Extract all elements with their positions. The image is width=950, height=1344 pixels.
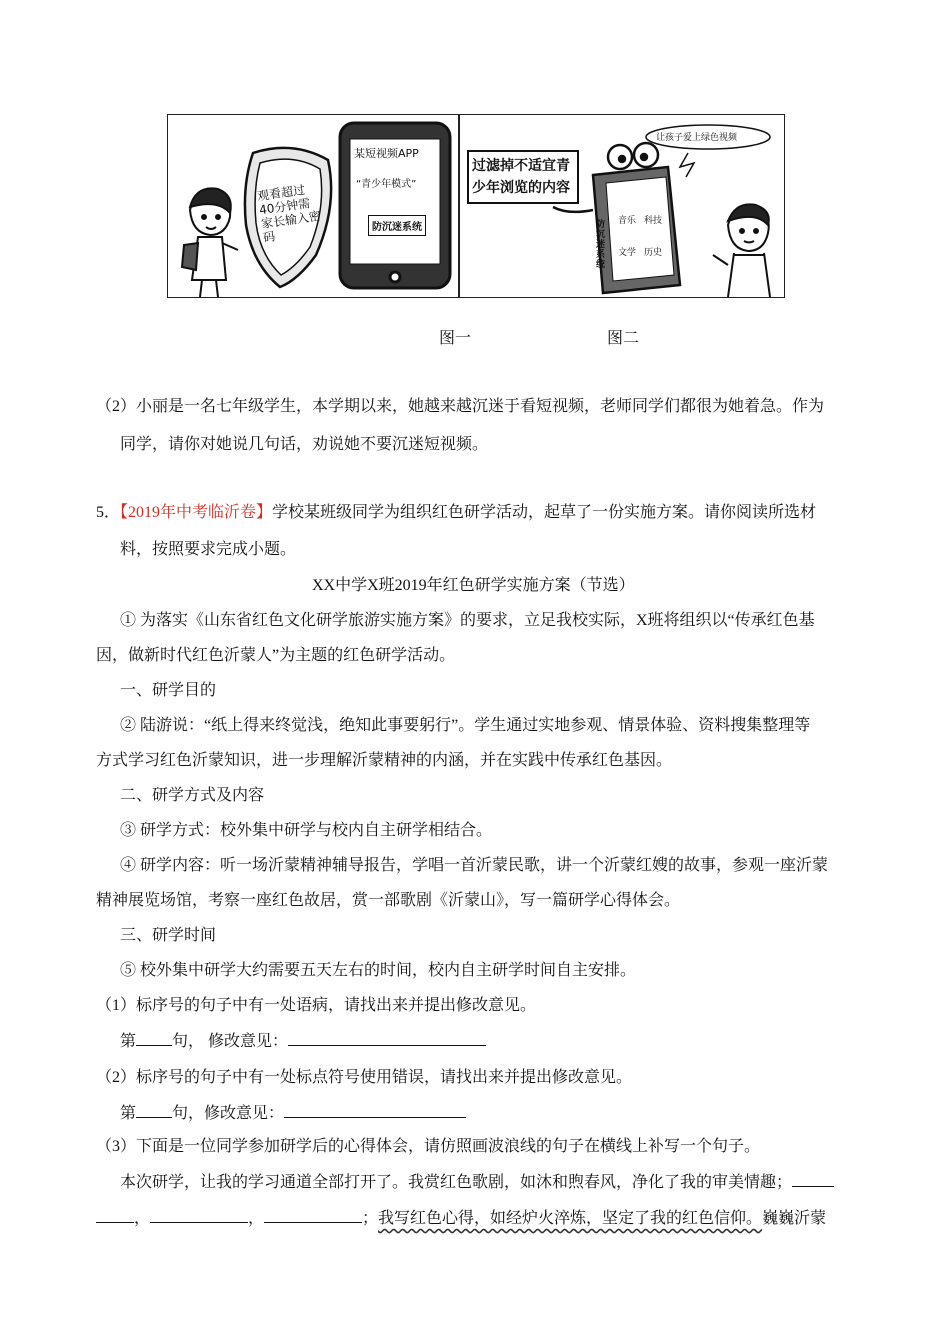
shield-text: 观看超过40分钟需家长输入密码 xyxy=(256,182,322,245)
sub-q3-tail: 巍巍沂蒙 xyxy=(762,1210,827,1227)
q5-number: 5． xyxy=(96,504,121,521)
sub-q3-comma1: ， xyxy=(134,1210,151,1227)
sub-q2-answer xyxy=(120,1103,466,1125)
sub-q1-prefix: 第 xyxy=(120,1033,137,1050)
q5-intro xyxy=(96,502,816,524)
q4-2-line2: 同学，请你对她说几句话，劝说她不要沉迷短视频。 xyxy=(120,436,489,453)
plan-p3: ③ 研学方式：校外集中研学与校内自主研学相结合。 xyxy=(120,822,493,839)
phone-text-1: 某短视频APP xyxy=(354,147,419,160)
bubble-text: 过滤掉不适宜青少年浏览的内容 xyxy=(472,158,570,196)
sub-q2-prefix: 第 xyxy=(120,1105,137,1122)
plan-title: XX中学X班2019年红色研学实施方案（节选） xyxy=(312,577,635,594)
sub-q2-blank-fix[interactable] xyxy=(284,1103,466,1118)
plan-p4b: 精神展览场馆，考察一座红色故居，赏一部歌剧《沂蒙山》，写一篇研学心得体会。 xyxy=(96,892,681,909)
plan-p5: ⑤ 校外集中研学大约需要五天左右的时间，校内自主研学时间自主安排。 xyxy=(120,962,637,979)
sub-q2-blank-number[interactable] xyxy=(136,1103,172,1118)
sub-q3-blank-b[interactable] xyxy=(96,1208,134,1223)
plan-p1b: 因，做新时代红色沂蒙人”为主题的红色研学活动。 xyxy=(96,647,456,664)
sub-q2-mid: 句，修改意见： xyxy=(172,1105,285,1122)
q4-2-line1: （2）小丽是一名七年级学生，本学期以来，她越来越沉迷于看短视频，老师同学们都很为她着急。作为 xyxy=(96,398,825,415)
phone2-cell-2: 科技 xyxy=(644,216,663,226)
plan-heading-3: 三、研学时间 xyxy=(120,927,217,944)
q5-intro2: 料，按照要求完成小题。 xyxy=(120,541,297,558)
q5-intro1: 学校某班级同学为组织红色研学活动，起草了一份实施方案。请你阅读所选材 xyxy=(272,504,817,521)
q5-source: 【2019年中考临沂卷】 xyxy=(120,504,273,521)
plan-p2a: ② 陆游说：“纸上得来终觉浅，绝知此事要躬行”。学生通过实地参观、情景体验、资料搜集整理等 xyxy=(120,717,811,734)
plan-p2b: 方式学习红色沂蒙知识，进一步理解沂蒙精神的内涵，并在实践中传承红色基因。 xyxy=(96,752,673,769)
boy-left xyxy=(182,188,238,297)
plan-heading-2: 二、研学方式及内容 xyxy=(120,787,265,804)
boy-right xyxy=(713,204,770,297)
sub-q1-answer xyxy=(120,1031,486,1053)
sub-q3-wavy-sentence: 我写红色心得，如经炉火淬炼，坚定了我的红色信仰。 xyxy=(378,1210,763,1227)
sub-q3-semicolon: ； xyxy=(362,1210,379,1227)
cartoon-image xyxy=(167,114,785,298)
tag-text: 让孩子爱上绿色视频 xyxy=(656,133,738,143)
sub-q3-text1: 本次研学，让我的学习通道全部打开了。我赏红色歌剧，如沐和煦春风，净化了我的审美情趣； xyxy=(120,1174,793,1191)
plan-p4a: ④ 研学内容：听一场沂蒙精神辅导报告，学唱一首沂蒙民歌，讲一个沂蒙红嫂的故事，参观一座沂蒙 xyxy=(120,857,829,874)
caption-fig2: 图二 xyxy=(607,330,640,347)
sub-q3-blank-d[interactable] xyxy=(264,1208,362,1223)
sub-q3-comma2: ， xyxy=(248,1210,265,1227)
phone2-cell-4: 历史 xyxy=(644,248,663,258)
sub-q2: （2）标序号的句子中有一处标点符号使用错误，请找出来并提出修改意见。 xyxy=(96,1069,633,1086)
sub-q3-para-line1 xyxy=(120,1172,834,1194)
phone-button-text: 防沉迷系统 xyxy=(368,215,426,236)
caption-fig1: 图一 xyxy=(439,330,472,347)
sub-q1-blank-fix[interactable] xyxy=(288,1031,486,1046)
sub-q3-blank-a[interactable] xyxy=(792,1172,834,1187)
sub-q3-para-line2 xyxy=(96,1208,826,1230)
sub-q3: （3）下面是一位同学参加研学后的心得体会，请仿照画波浪线的句子在横线上补写一个句子。 xyxy=(96,1138,761,1155)
sub-q1-blank-number[interactable] xyxy=(136,1031,172,1046)
sub-q1-mid: 句， 修改意见： xyxy=(172,1033,289,1050)
sub-q1: （1）标序号的句子中有一处语病，请找出来并提出修改意见。 xyxy=(96,997,537,1014)
phone2-cell-1: 音乐 xyxy=(618,216,637,226)
plan-p1a: ① 为落实《山东省红色文化研学旅游实施方案》的要求，立足我校实际，X班将组织以“传承红色基 xyxy=(120,612,815,629)
panel-divider xyxy=(458,115,460,297)
sub-q3-blank-c[interactable] xyxy=(150,1208,248,1223)
phone2-cell-3: 文学 xyxy=(618,248,637,258)
plan-heading-1: 一、研学目的 xyxy=(120,682,217,699)
phone-text-2: “青少年模式” xyxy=(356,179,417,190)
phone2-side-text: 防沉迷系统 xyxy=(596,220,606,270)
